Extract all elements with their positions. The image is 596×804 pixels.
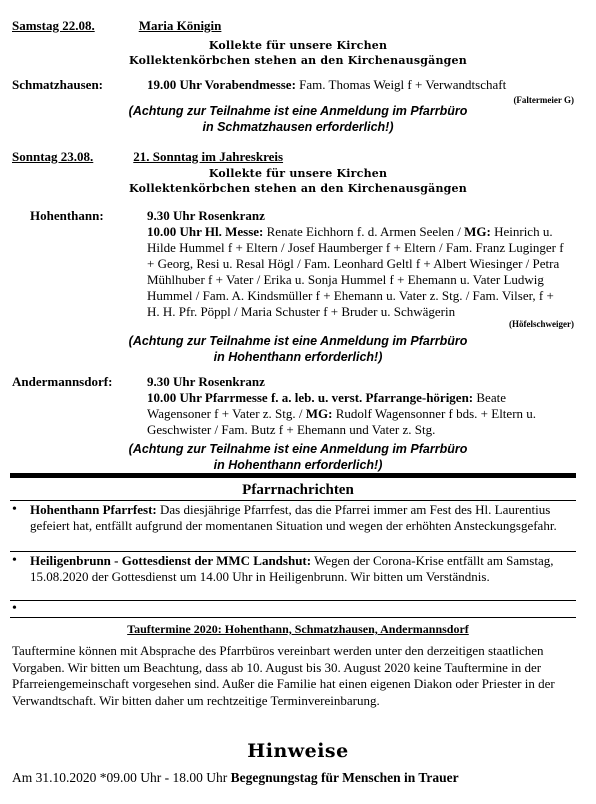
- hinweise-date: Am 31.10.2020 *09.00 Uhr - 18.00 Uhr: [12, 770, 231, 785]
- hohenthann-mass-line-1: [147, 224, 553, 239]
- andermannsdorf-rosary: 9.30 Uhr Rosenkranz: [147, 374, 265, 389]
- news-rule-4: [10, 617, 576, 618]
- news-item-heiligenbrunn: [12, 553, 578, 599]
- andermannsdorf-mass-line-2: [147, 406, 536, 421]
- news-item-text: [30, 502, 578, 534]
- schmatzhausen-mass-text: Fam. Thomas Weigl f + Verwandtschaft: [295, 77, 507, 92]
- andermannsdorf-mass-text-2b: Rudolf Wagensonner f bds. + Eltern u.: [332, 406, 537, 421]
- schmatzhausen-mass: [147, 77, 506, 92]
- hohenthann-note-2: in Hohenthann erforderlich!): [213, 350, 383, 364]
- hohenthann-rosary: 9.30 Uhr Rosenkranz: [147, 208, 265, 223]
- news-title: Pfarrnachrichten: [242, 482, 354, 498]
- sunday-collect-2: Kollektenkörbchen stehen an den Kirchenausgängen: [129, 182, 467, 195]
- hohenthann-mass-line-5: Hummel / Fam. A. Kindsmüller f + Ehemann u. Vater z. Stg. / Fam. Vilser, f +: [147, 288, 554, 303]
- hohenthann-sponsor: (Höfelschweiger): [509, 319, 574, 329]
- hohenthann-mass-text-1: Renate Eichhorn f. d. Armen Seelen /: [263, 224, 465, 239]
- hohenthann-mass-time: 10.00 Uhr Hl. Messe:: [147, 224, 264, 239]
- sunday-collect-1: Kollekte für unsere Kirchen: [208, 167, 388, 180]
- schmatzhausen-note-2: in Schmatzhausen erforderlich!): [202, 120, 394, 134]
- andermannsdorf-mg-label: MG:: [305, 406, 333, 421]
- saturday-feast: Maria Königin: [138, 18, 222, 33]
- hohenthann-note-1: (Achtung zur Teilnahme ist eine Anmeldung im Pfarrbüro: [128, 334, 468, 348]
- bullet-icon: •: [12, 502, 17, 517]
- baptism-text: Tauftermine können mit Absprache des Pfarrbüros vereinbart werden unter den derzeitigen staatlichen Vorgaben. Wir bitten um Beachtung, dass ab 10. August bis 30. August 2020 keine Tauftermine in der Pfarreiengemeinschaft vorgesehen sind. Außer die Familie hat einen eigenen Diakon oder Priester in der Verwandtschaft. Wir bitten daher um rechtzeitige Terminvereinbarung.: [12, 643, 555, 708]
- hinweise-line: [12, 770, 459, 785]
- baptism-title: Tauftermine 2020: Hohenthann, Schmatzhausen, Andermannsdorf: [127, 622, 469, 636]
- hohenthann-place: Hohenthann:: [30, 208, 104, 223]
- sunday-date: Sonntag 23.08.: [12, 149, 94, 164]
- saturday-heading: [12, 18, 221, 33]
- news-rule-1: [10, 500, 576, 501]
- andermannsdorf-mass-line-1: [147, 390, 506, 405]
- andermannsdorf-mass-text-1: Beate: [473, 390, 506, 405]
- news-item-body: Das diesjährige Pfarrfest, das die Pfarrei immer am Fest des Hl. Laurentius gefeiert hat, entfällt aufgrund der momentanen Situation und wegen der erhöhten Ansteckungsgefahr.: [30, 502, 557, 533]
- schmatzhausen-mass-time: 19.00 Uhr Vorabendmesse:: [147, 77, 296, 92]
- hohenthann-mass-line-3: + Georg, Resi u. Resal Högl / Fam. Leonhard Geltl f + Albert Wiesinger / Petra: [147, 256, 560, 271]
- news-item-head: Heiligenbrunn - Gottesdienst der MMC Landshut:: [30, 553, 312, 568]
- andermannsdorf-mass-text-2a: Wagensoner f + Vater z. Stg. /: [147, 406, 306, 421]
- hinweise-title: Hinweise: [247, 740, 349, 762]
- news-item-text: [30, 553, 578, 585]
- hohenthann-mg-text: Heinrich u.: [490, 224, 553, 239]
- andermannsdorf-note-1: (Achtung zur Teilnahme ist eine Anmeldung im Pfarrbüro: [128, 442, 468, 456]
- andermannsdorf-mass-title: 10.00 Uhr Pfarrmesse f. a. leb. u. verst. Pfarrange-hörigen:: [147, 390, 474, 405]
- hinweise-event: Begegnungstag für Menschen in Trauer: [230, 770, 459, 785]
- news-item-empty: [12, 601, 578, 617]
- news-rule-2: [10, 551, 576, 552]
- saturday-date: Samstag 22.08.: [12, 18, 95, 33]
- hohenthann-mass-line-4: Mühlhuber f + Vater / Erika u. Sonja Hummel f + Ehemann u. Vater Ludwig: [147, 272, 544, 287]
- schmatzhausen-place: Schmatzhausen:: [12, 77, 104, 92]
- schmatzhausen-note-1: (Achtung zur Teilnahme ist eine Anmeldung im Pfarrbüro: [128, 104, 468, 118]
- news-item-head: Hohenthann Pfarrfest:: [30, 502, 157, 517]
- section-thick-rule: [10, 473, 576, 478]
- saturday-collect-2: Kollektenkörbchen stehen an den Kirchenausgängen: [129, 54, 467, 67]
- sunday-feast: 21. Sonntag im Jahreskreis: [133, 149, 284, 164]
- bullet-icon: •: [12, 553, 17, 568]
- hohenthann-mass-line-6: H. H. Pfr. Pöppl / Maria Schuster f + Bruder u. Schwägerin: [147, 304, 456, 319]
- saturday-collect-1: Kollekte für unsere Kirchen: [208, 39, 388, 52]
- schmatzhausen-sponsor: (Faltermeier G): [513, 95, 574, 105]
- hohenthann-mg-label: MG:: [464, 224, 491, 239]
- news-item-pfarrfest: [12, 502, 578, 550]
- sunday-heading: [12, 149, 283, 164]
- andermannsdorf-place: Andermannsdorf:: [12, 374, 113, 389]
- andermannsdorf-note-2: in Hohenthann erforderlich!): [213, 458, 383, 472]
- andermannsdorf-mass-line-3: Geschwister / Fam. Butz f + Ehemann und Vater z. Stg.: [147, 422, 436, 437]
- bullet-icon: •: [12, 601, 17, 616]
- news-item-body: Wegen der Corona-Krise entfällt am Samstag, 15.08.2020 der Gottesdienst um 14.00 Uhr in Heiligenbrunn. Wir bitten um Verständnis.: [30, 553, 554, 584]
- hohenthann-mass-line-2: Hilde Hummel f + Eltern / Josef Haumberger f + Eltern / Fam. Franz Luginger f: [147, 240, 564, 255]
